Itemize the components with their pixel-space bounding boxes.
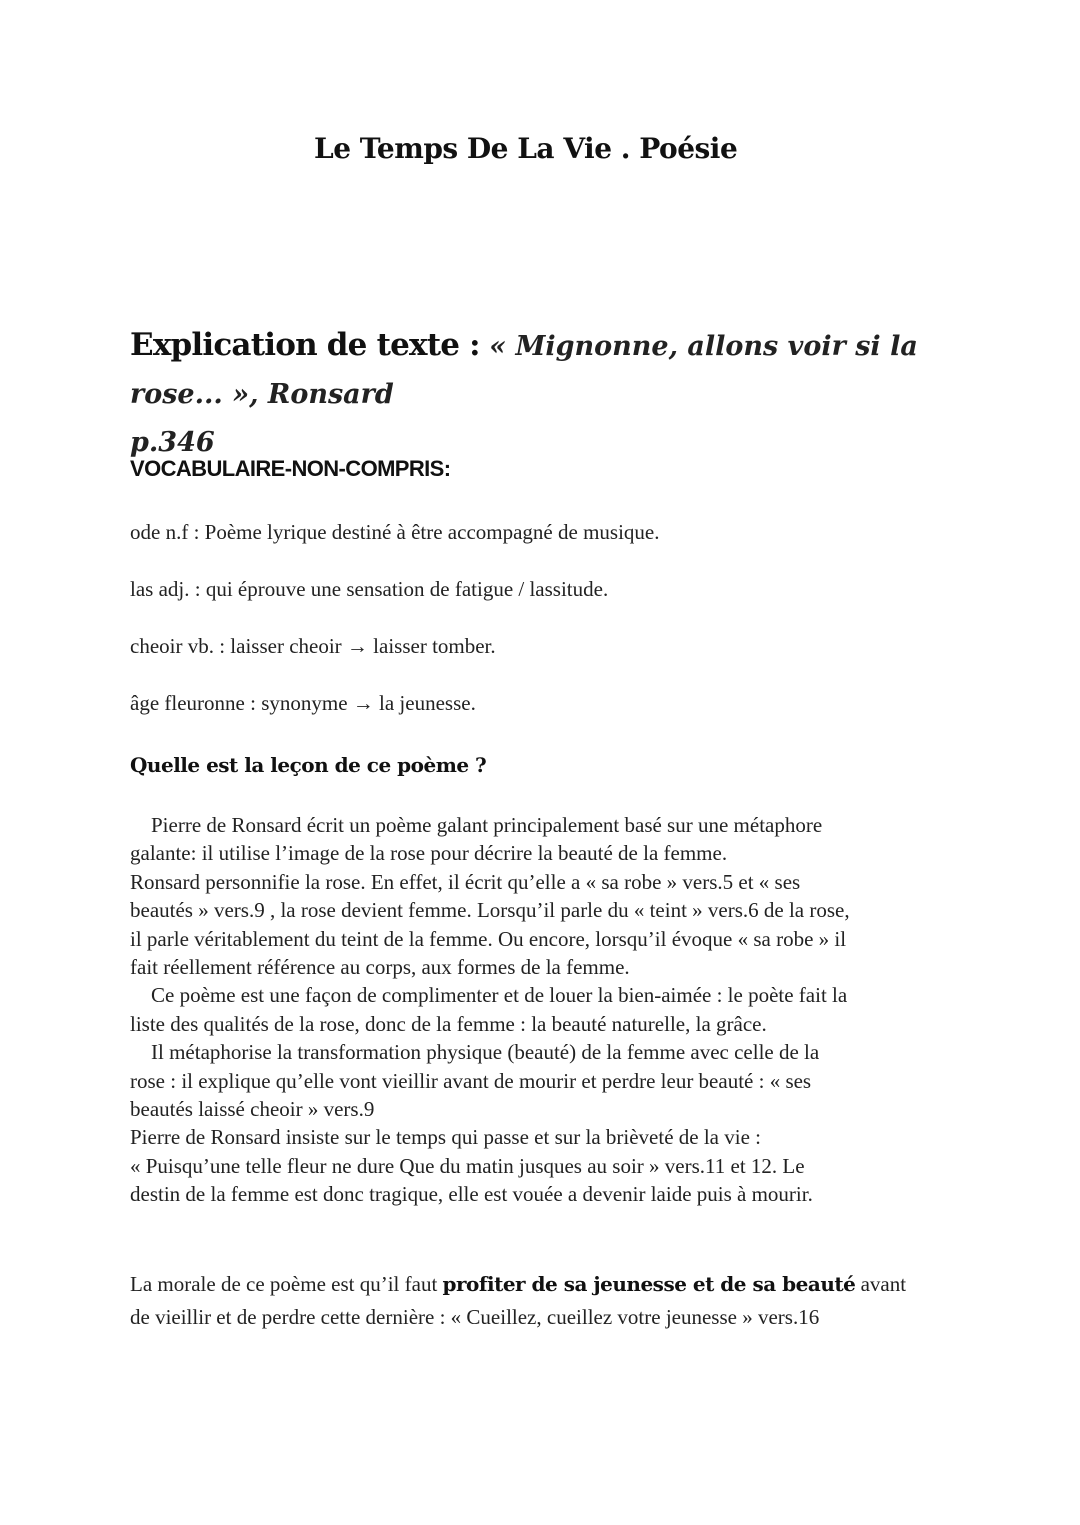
text-line: liste des qualités de la rose, donc de la femme : la beauté naturelle, la grâce. (130, 1011, 767, 1036)
analysis-paragraph (130, 811, 960, 1209)
text-line: beautés » vers.9 , la rose devient femme. Lorsqu’il parle du « teint » vers.6 de la rose, (130, 898, 850, 923)
morale-emphasis: profiter de sa jeunesse et de sa beauté (442, 1272, 856, 1296)
heading-page-ref: p.346 (130, 427, 215, 458)
vocabulary-item: âge fleuronne : synonyme → la jeunesse. (130, 691, 476, 715)
text-line: Pierre de Ronsard insiste sur le temps qui passe et sur la brièveté de la vie : (130, 1125, 761, 1150)
text-line: Ronsard personnifie la rose. En effet, il écrit qu’elle a « sa robe » vers.5 et « ses (130, 869, 801, 894)
text-line: Pierre de Ronsard écrit un poème galant principalement basé sur une métaphore (151, 813, 823, 837)
morale-paragraph (130, 1268, 960, 1334)
heading-quote: « Mignonne, allons voir si la rose... », Ronsard (130, 331, 918, 410)
page-title: Le Temps De La Vie . Poésie (314, 132, 738, 165)
morale-line-2: de vieillir et de perdre cette dernière : « Cueillez, cueillez votre jeunesse » vers.16 (130, 1305, 820, 1329)
text-line: galante: il utilise l’image de la rose pour décrire la beauté de la femme. (130, 841, 728, 866)
text-line: Il métaphorise la transformation physique (beauté) de la femme avec celle de la (151, 1040, 820, 1065)
text-line: beautés laissé cheoir » vers.9 (130, 1097, 375, 1122)
morale-prefix: La morale de ce poème est qu’il faut (130, 1272, 443, 1296)
vocabulary-item: cheoir vb. : laisser cheoir → laisser tomber. (130, 634, 496, 658)
text-line: fait réellement référence au corps, aux formes de la femme. (130, 955, 630, 980)
vocabulary-title: VOCABULAIRE-NON-COMPRIS: (130, 456, 451, 481)
vocabulary-item: ode n.f : Poème lyrique destiné à être accompagné de musique. (130, 520, 660, 544)
text-line: « Puisqu’une telle fleur ne dure Que du matin jusques au soir » vers.11 et 12. Le (130, 1153, 805, 1178)
text-line: destin de la femme est donc tragique, elle est vouée a devenir laide puis à mourir. (130, 1182, 813, 1207)
morale-line (130, 1268, 960, 1301)
section-heading (130, 322, 960, 466)
text-line: Ce poème est une façon de complimenter et de louer la bien-aimée : le poète fait la (151, 983, 848, 1008)
heading-label: Explication de texte : (130, 327, 480, 363)
question-heading: Quelle est la leçon de ce poème ? (130, 753, 487, 777)
text-line: il parle véritablement du teint de la femme. Ou encore, lorsqu’il évoque « sa robe » il (130, 926, 847, 951)
text-line: rose : il explique qu’elle vont vieillir avant de mourir et perdre leur beauté : « ses (130, 1068, 812, 1093)
vocabulary-item: las adj. : qui éprouve une sensation de fatigue / lassitude. (130, 577, 609, 601)
morale-suffix: avant (855, 1272, 907, 1296)
